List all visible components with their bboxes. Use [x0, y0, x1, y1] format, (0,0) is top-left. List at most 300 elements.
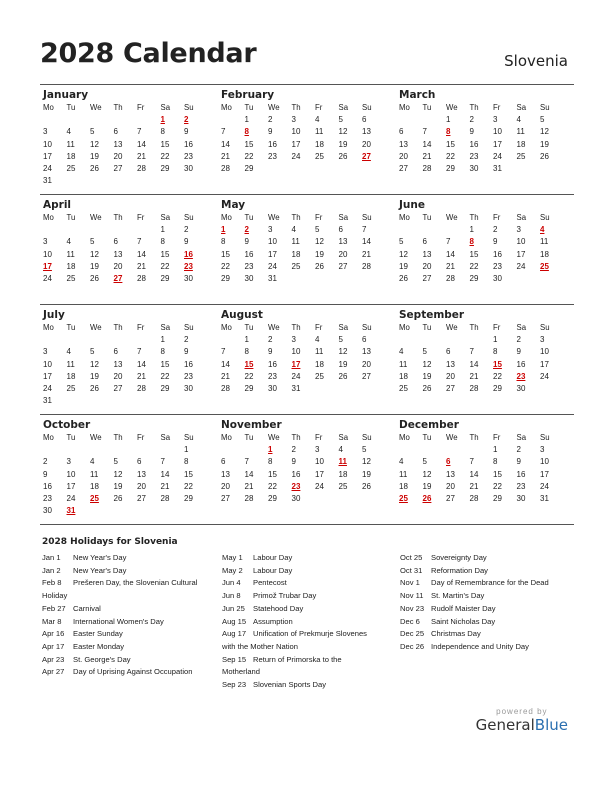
day-cell: 27: [422, 273, 432, 283]
day-cell: 8: [221, 237, 226, 247]
day-cell: 13: [362, 127, 371, 137]
day-cell: 24: [540, 481, 549, 491]
day-cell: 14: [160, 469, 170, 479]
holiday-date: Apr 17: [42, 641, 65, 651]
day-cell: 30: [469, 163, 479, 173]
day-cell: 30: [244, 273, 254, 283]
day-cell: 21: [137, 151, 146, 161]
day-cell: 13: [137, 469, 146, 479]
day-cell: 30: [184, 163, 193, 173]
day-cell: 11: [338, 457, 347, 467]
week-row: [40, 261, 218, 273]
weekday-header: [396, 432, 574, 444]
empty-day-cell: [87, 395, 111, 407]
day-cell: 29: [493, 383, 502, 393]
weekday-label: Th: [291, 323, 301, 332]
weekday-label: Mo: [399, 103, 410, 112]
day-cell: 24: [516, 261, 526, 271]
empty-day-cell: [111, 334, 135, 346]
day-cell: 20: [362, 139, 371, 149]
day-cell: 26: [422, 383, 432, 393]
weekday-label: Fr: [315, 433, 323, 442]
day-cell: 2: [268, 115, 273, 125]
holiday-date: Dec 6: [400, 616, 420, 626]
empty-day-cell: [111, 395, 135, 407]
holiday-name: New Year's Day: [73, 565, 127, 575]
empty-day-cell: [443, 444, 467, 456]
day-cell: 16: [43, 481, 52, 491]
weekday-label: Th: [113, 103, 123, 112]
holiday-item: [42, 603, 220, 616]
empty-day-cell: [134, 395, 158, 407]
day-cell: 27: [446, 493, 455, 503]
holiday-date: Jun 4: [222, 578, 241, 588]
empty-day-cell: [181, 175, 205, 187]
day-cell: 23: [493, 261, 502, 271]
day-cell: 31: [540, 493, 549, 503]
day-cell: 25: [66, 273, 76, 283]
day-cell: 20: [113, 371, 123, 381]
day-cell: 26: [540, 151, 549, 161]
day-cell: 14: [362, 237, 371, 247]
weekday-label: Fr: [493, 103, 501, 112]
empty-day-cell: [134, 334, 158, 346]
day-cell: 11: [66, 249, 75, 259]
day-cell: 15: [160, 359, 170, 369]
empty-day-cell: [443, 224, 467, 236]
day-cell: 31: [268, 273, 277, 283]
day-cell: 18: [291, 249, 301, 259]
week-row: [40, 371, 218, 383]
holiday-date: Oct 31: [400, 565, 423, 575]
day-cell: 6: [422, 237, 427, 247]
day-cell: 7: [422, 127, 427, 137]
day-cell: 2: [469, 115, 474, 125]
day-cell: 19: [113, 481, 123, 491]
week-row: [218, 163, 396, 175]
week-row: [218, 481, 396, 493]
day-cell: 30: [291, 493, 301, 503]
holiday-date: Nov 1: [400, 578, 420, 588]
week-row: [396, 481, 574, 493]
week-row: [218, 236, 396, 248]
day-cell: 22: [244, 371, 254, 381]
day-cell: 26: [338, 371, 348, 381]
empty-day-cell: [420, 444, 444, 456]
week-row: [40, 395, 218, 407]
day-cell: 26: [422, 493, 432, 503]
month-june: [396, 195, 574, 304]
empty-day-cell: [111, 114, 135, 126]
day-cell: 31: [43, 176, 52, 186]
day-cell: 25: [516, 151, 526, 161]
week-row: [218, 444, 396, 456]
day-cell: 6: [446, 347, 451, 357]
weekday-header: [40, 322, 218, 334]
day-cell: 5: [399, 237, 404, 247]
day-cell: 24: [43, 383, 52, 393]
day-cell: 12: [338, 347, 348, 357]
month-march: [396, 85, 574, 194]
weekday-label: Th: [469, 323, 479, 332]
brand-logo[interactable]: [476, 716, 568, 734]
day-cell: 15: [184, 469, 193, 479]
day-cell: 19: [315, 249, 324, 259]
day-cell: 9: [291, 457, 296, 467]
day-cell: 28: [362, 261, 371, 271]
day-cell: 20: [113, 261, 123, 271]
empty-day-cell: [514, 163, 538, 175]
day-cell: 25: [399, 383, 408, 393]
day-cell: 7: [362, 225, 367, 235]
day-cell: 7: [469, 457, 474, 467]
holiday-date: May 1: [222, 553, 243, 562]
day-cell: 2: [291, 445, 296, 455]
empty-day-cell: [265, 163, 289, 175]
empty-day-cell: [336, 383, 360, 395]
day-cell: 14: [137, 139, 146, 149]
holiday-name-continued: with the Mother Nation: [222, 641, 298, 651]
week-row: [396, 261, 574, 273]
day-cell: 27: [137, 493, 146, 503]
day-cell: 27: [362, 371, 371, 381]
empty-day-cell: [336, 273, 360, 285]
brand-general: General: [475, 716, 535, 734]
weekday-label: We: [446, 433, 458, 442]
day-cell: 3: [291, 335, 296, 345]
month-name: February: [221, 89, 275, 101]
day-cell: 18: [66, 371, 76, 381]
day-cell: 7: [446, 237, 451, 247]
day-cell: 15: [446, 139, 455, 149]
weekday-label: Su: [540, 433, 550, 442]
day-cell: 5: [338, 335, 343, 345]
day-cell: 23: [184, 151, 193, 161]
day-cell: 27: [221, 493, 230, 503]
holiday-item: [42, 552, 220, 565]
day-cell: 21: [469, 481, 479, 491]
day-cell: 4: [399, 347, 404, 357]
day-cell: 29: [221, 273, 230, 283]
week-row: [40, 505, 218, 517]
weekday-label: Sa: [338, 103, 349, 112]
weekday-label: Tu: [422, 103, 432, 112]
day-cell: 2: [244, 225, 249, 235]
calendar-row: [40, 414, 574, 524]
day-cell: 11: [540, 237, 549, 247]
weekday-label: Th: [469, 433, 479, 442]
day-cell: 21: [469, 371, 479, 381]
holiday-item: [42, 565, 220, 578]
week-row: [40, 139, 218, 151]
day-cell: 3: [493, 115, 498, 125]
empty-day-cell: [312, 163, 336, 175]
day-cell: 28: [221, 383, 230, 393]
month-name: September: [399, 309, 465, 321]
weekday-label: Tu: [66, 323, 76, 332]
day-cell: 29: [268, 493, 277, 503]
day-cell: 2: [268, 335, 273, 345]
week-row: [40, 469, 218, 481]
day-cell: 15: [493, 469, 502, 479]
holiday-date: Nov 23: [400, 603, 425, 613]
weekday-label: Mo: [43, 323, 54, 332]
day-cell: 13: [221, 469, 230, 479]
day-cell: 13: [113, 249, 123, 259]
week-row: [40, 456, 218, 468]
day-cell: 3: [66, 457, 71, 467]
weekday-label: We: [446, 323, 458, 332]
week-row: [40, 481, 218, 493]
empty-day-cell: [64, 224, 88, 236]
empty-day-cell: [87, 444, 111, 456]
day-cell: 21: [244, 481, 254, 491]
week-row: [40, 444, 218, 456]
day-cell: 18: [315, 139, 324, 149]
day-cell: 16: [493, 249, 502, 259]
day-cell: 17: [315, 469, 324, 479]
holiday-item: [400, 590, 578, 603]
empty-day-cell: [312, 273, 336, 285]
weekday-label: Mo: [399, 433, 410, 442]
month-november: [218, 415, 396, 524]
weekday-label: Mo: [221, 433, 232, 442]
weekday-label: We: [268, 433, 280, 442]
day-cell: 9: [184, 347, 189, 357]
holiday-date: Dec 26: [400, 641, 425, 651]
weekday-label: Mo: [43, 433, 54, 442]
holiday-date: Apr 16: [42, 629, 65, 639]
week-row: [40, 114, 218, 126]
day-cell: 20: [422, 261, 432, 271]
weekday-label: Sa: [160, 433, 171, 442]
week-row: [218, 126, 396, 138]
country-name: Slovenia: [504, 52, 568, 70]
day-cell: 8: [160, 347, 165, 357]
day-cell: 16: [516, 469, 526, 479]
month-name: July: [43, 309, 65, 321]
holiday-name: Assumption: [253, 616, 293, 626]
day-cell: 21: [137, 261, 146, 271]
day-cell: 10: [516, 237, 526, 247]
day-cell: 27: [446, 383, 455, 393]
holiday-date: Aug 17: [222, 629, 247, 639]
holiday-name: New Year's Day: [73, 553, 127, 562]
holiday-date: Nov 11: [400, 591, 424, 601]
week-row: [218, 139, 396, 151]
day-cell: 23: [184, 371, 193, 381]
weekday-label: Tu: [244, 103, 254, 112]
day-cell: 14: [446, 249, 455, 259]
empty-day-cell: [134, 224, 158, 236]
holiday-item: [400, 603, 578, 616]
month-july: [40, 305, 218, 414]
holiday-name: Labour Day: [253, 565, 293, 575]
day-cell: 13: [113, 359, 123, 369]
day-cell: 16: [291, 469, 301, 479]
empty-day-cell: [87, 224, 111, 236]
day-cell: 4: [338, 445, 343, 455]
weekday-label: We: [268, 213, 280, 222]
empty-day-cell: [218, 334, 242, 346]
day-cell: 20: [399, 151, 408, 161]
holiday-name: Independence and Unity Day: [431, 641, 529, 651]
week-row: [40, 236, 218, 248]
month-name: October: [43, 419, 91, 431]
day-cell: 13: [422, 249, 432, 259]
empty-day-cell: [111, 175, 135, 187]
empty-day-cell: [64, 175, 88, 187]
weekday-label: We: [90, 213, 102, 222]
empty-day-cell: [289, 163, 313, 175]
holidays-title: 2028 Holidays for Slovenia: [42, 537, 178, 547]
holiday-name: Labour Day: [253, 553, 293, 562]
day-cell: 16: [268, 139, 277, 149]
day-cell: 29: [493, 493, 502, 503]
holiday-date: Sep 23: [222, 680, 247, 690]
day-cell: 5: [422, 347, 427, 357]
empty-day-cell: [87, 114, 111, 126]
day-cell: 1: [244, 335, 249, 345]
holiday-date: Mar 8: [42, 616, 62, 626]
day-cell: 12: [540, 127, 549, 137]
weekday-label: Th: [113, 323, 123, 332]
day-cell: 1: [244, 115, 249, 125]
day-cell: 12: [90, 249, 99, 259]
holiday-date: Feb 27: [42, 603, 66, 613]
day-cell: 23: [469, 151, 479, 161]
day-cell: 11: [399, 469, 408, 479]
holiday-item: [400, 552, 578, 565]
day-cell: 1: [221, 225, 226, 235]
weekday-label: Th: [291, 213, 301, 222]
day-cell: 27: [113, 273, 123, 283]
empty-day-cell: [242, 444, 266, 456]
weekday-label: Th: [469, 103, 479, 112]
day-cell: 15: [268, 469, 277, 479]
day-cell: 9: [184, 127, 189, 137]
empty-day-cell: [40, 224, 64, 236]
day-cell: 26: [90, 273, 99, 283]
holiday-item: [222, 679, 398, 692]
day-cell: 8: [244, 347, 249, 357]
holiday-date: Apr 27: [42, 667, 65, 677]
holiday-item: [400, 565, 578, 578]
empty-day-cell: [467, 334, 491, 346]
day-cell: 7: [221, 127, 226, 137]
weekday-label: Su: [362, 103, 372, 112]
weekday-label: We: [268, 103, 280, 112]
day-cell: 9: [469, 127, 474, 137]
weekday-label: Sa: [160, 213, 171, 222]
day-cell: 29: [184, 493, 193, 503]
weekday-label: Fr: [493, 433, 501, 442]
week-row: [396, 444, 574, 456]
powered-by-label: powered by: [496, 707, 548, 716]
empty-day-cell: [359, 163, 383, 175]
day-cell: 11: [66, 359, 75, 369]
day-cell: 1: [446, 115, 451, 125]
weekday-label: Fr: [493, 213, 501, 222]
holiday-date: May 2: [222, 565, 243, 575]
day-cell: 7: [160, 457, 165, 467]
day-cell: 25: [66, 163, 76, 173]
holiday-item: [400, 577, 578, 590]
weekday-label: Sa: [338, 213, 349, 222]
day-cell: 7: [221, 347, 226, 357]
holiday-item: [42, 641, 220, 654]
day-cell: 11: [516, 127, 525, 137]
day-cell: 10: [43, 139, 52, 149]
week-row: [218, 456, 396, 468]
day-cell: 18: [66, 151, 76, 161]
day-cell: 8: [268, 457, 273, 467]
week-row: [218, 273, 396, 285]
day-cell: 12: [113, 469, 123, 479]
day-cell: 20: [221, 481, 230, 491]
day-cell: 17: [540, 359, 549, 369]
day-cell: 28: [469, 383, 479, 393]
day-cell: 10: [540, 457, 549, 467]
holiday-date: Jun 8: [222, 591, 241, 601]
week-row: [218, 261, 396, 273]
month-october: [40, 415, 218, 524]
week-row: [218, 359, 396, 371]
day-cell: 14: [244, 469, 254, 479]
empty-day-cell: [420, 334, 444, 346]
day-cell: 6: [137, 457, 142, 467]
day-cell: 3: [540, 335, 545, 345]
day-cell: 10: [66, 469, 76, 479]
day-cell: 7: [244, 457, 249, 467]
empty-day-cell: [537, 383, 561, 395]
day-cell: 8: [493, 457, 498, 467]
day-cell: 29: [469, 273, 479, 283]
holiday-item: [42, 654, 220, 667]
day-cell: 11: [66, 139, 75, 149]
holiday-name: Saint Nicholas Day: [431, 616, 496, 626]
day-cell: 17: [493, 139, 502, 149]
day-cell: 12: [90, 359, 99, 369]
week-row: [396, 456, 574, 468]
month-april: [40, 195, 218, 304]
day-cell: 19: [362, 469, 371, 479]
day-cell: 15: [244, 359, 254, 369]
empty-day-cell: [396, 114, 420, 126]
holiday-name: Statehood Day: [253, 603, 304, 613]
month-name: April: [43, 199, 72, 211]
day-cell: 7: [137, 237, 142, 247]
day-cell: 11: [315, 127, 324, 137]
day-cell: 15: [493, 359, 502, 369]
weekday-label: Su: [362, 433, 372, 442]
weekday-label: Su: [184, 323, 194, 332]
weekday-label: Fr: [137, 103, 145, 112]
day-cell: 19: [422, 371, 432, 381]
weekday-header: [218, 432, 396, 444]
day-cell: 17: [43, 261, 52, 271]
day-cell: 23: [516, 481, 526, 491]
day-cell: 10: [43, 359, 52, 369]
holiday-name: St. Martin's Day: [431, 591, 485, 601]
day-cell: 12: [422, 469, 432, 479]
week-row: [396, 371, 574, 383]
holiday-name: Easter Monday: [73, 641, 125, 651]
week-row: [396, 334, 574, 346]
weekday-header: [396, 212, 574, 224]
empty-day-cell: [40, 114, 64, 126]
empty-day-cell: [87, 334, 111, 346]
